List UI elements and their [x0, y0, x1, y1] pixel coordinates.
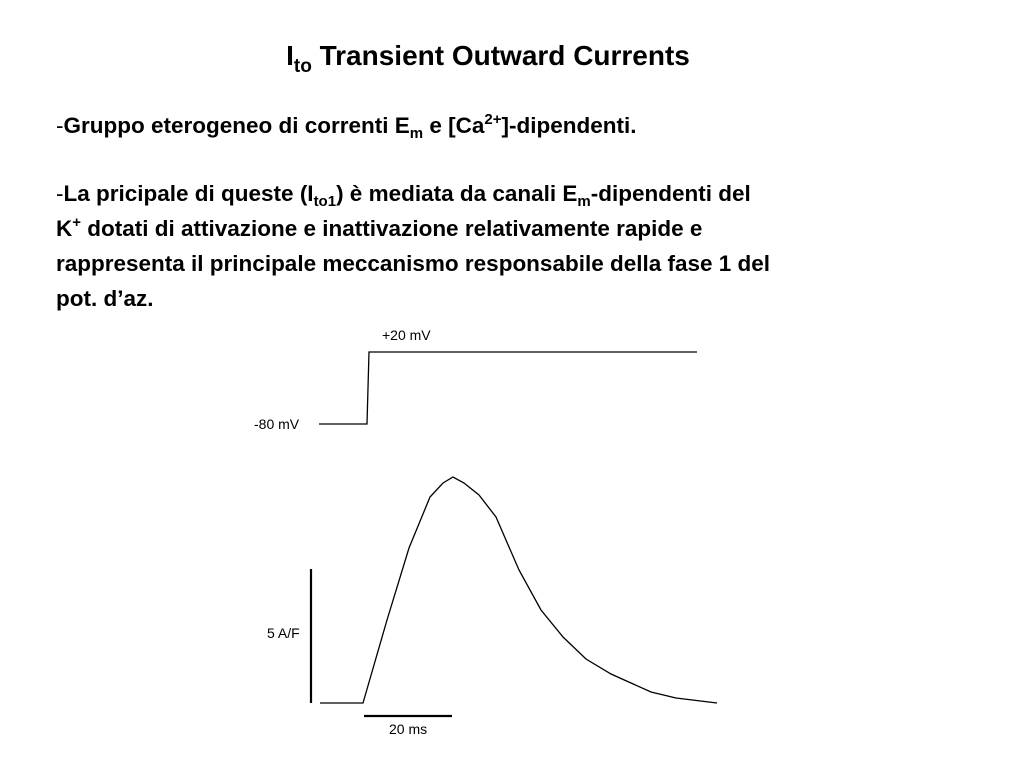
- bullet-text: dotati di attivazione e inattivazione relativamente rapide e: [81, 216, 703, 241]
- holding-potential-label: -80 mV: [254, 416, 300, 432]
- superscript: 2+: [484, 111, 502, 128]
- voltage-protocol: [254, 327, 697, 432]
- bullet-text: La pricipale di queste (I: [63, 181, 314, 206]
- scale-bars: [267, 569, 452, 737]
- subscript: to1: [313, 193, 337, 210]
- current-trace: [320, 477, 717, 703]
- bullet-text: -dipendenti del: [590, 181, 751, 206]
- subscript: m: [409, 125, 424, 142]
- bullet-dash: -: [56, 113, 64, 138]
- title-symbol-subscript: to: [293, 56, 312, 77]
- bullet-text: K: [56, 216, 73, 241]
- bullet-line: pot. d’az.: [56, 286, 154, 311]
- bullet-text: ]-dipendenti.: [501, 113, 637, 138]
- bullet-line: rappresenta il principale meccanismo responsabile della fase 1 del: [56, 251, 771, 276]
- subscript: m: [577, 193, 591, 210]
- bullet-dash: -: [56, 181, 64, 206]
- voltage-step-trace: [319, 352, 697, 424]
- bullet-text: e [Ca: [423, 113, 485, 138]
- superscript: +: [72, 214, 82, 231]
- step-potential-label: +20 mV: [382, 327, 431, 343]
- current-trace-group: [320, 477, 717, 703]
- bullet-text: ) è mediata da canali E: [336, 181, 578, 206]
- current-scale-label: 5 A/F: [267, 625, 300, 641]
- time-scale-label: 20 ms: [389, 721, 428, 737]
- title-symbol: I: [286, 40, 294, 71]
- title-text: Transient Outward Currents: [311, 40, 690, 71]
- bullet-text: Gruppo eterogeneo di correnti E: [63, 113, 410, 138]
